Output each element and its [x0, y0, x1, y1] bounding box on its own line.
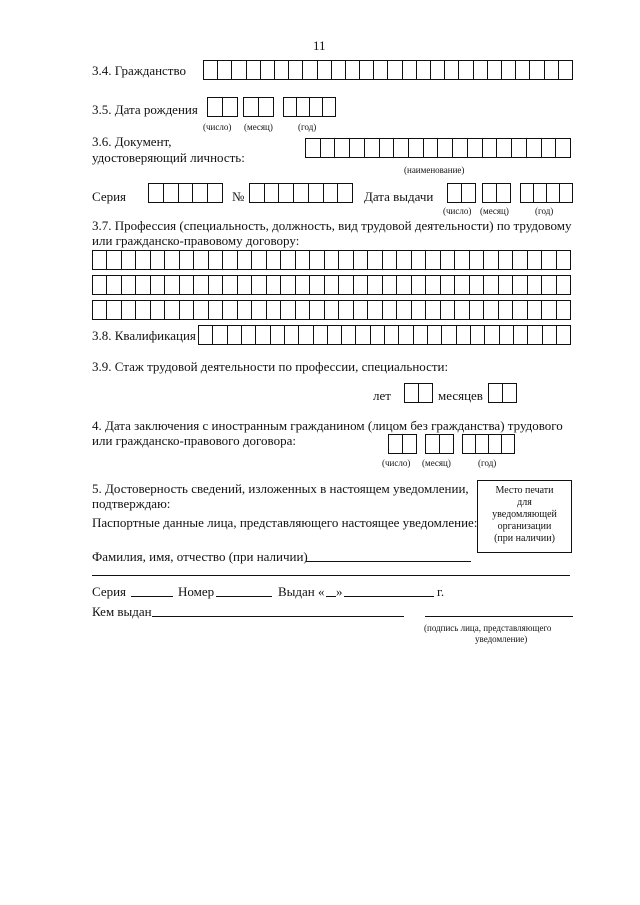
birth-day-caption: (число): [203, 122, 232, 132]
doc-issue-month-caption: (месяц): [480, 206, 509, 216]
profession-row-1[interactable]: [92, 250, 571, 270]
contract-year-caption: (год): [478, 458, 497, 468]
doc-number-field[interactable]: [249, 183, 353, 203]
doc-issue-day-field[interactable]: [447, 183, 476, 203]
contract-month-field[interactable]: [425, 434, 454, 454]
passport-number-line[interactable]: [216, 596, 272, 597]
passport-data-label: Паспортные данные лица, представляющего настоящее уведомление:: [92, 515, 478, 530]
contract-day-field[interactable]: [388, 434, 417, 454]
confirmation-label-1: 5. Достоверность сведений, изложенных в настоящем уведомлении,: [92, 481, 469, 496]
experience-months-field[interactable]: [488, 383, 517, 403]
passport-series-line[interactable]: [131, 596, 173, 597]
doc-series-field[interactable]: [148, 183, 223, 203]
birth-date-label: 3.5. Дата рождения: [92, 102, 198, 117]
experience-label: 3.9. Стаж трудовой деятельности по профессии, специальности:: [92, 359, 449, 374]
doc-issue-year-caption: (год): [535, 206, 554, 216]
profession-label-1: 3.7. Профессия (специальность, должность, вид трудовой деятельности) по трудовому: [92, 218, 572, 233]
signature-caption-2: уведомление): [475, 634, 528, 644]
passport-issued-month-line[interactable]: [344, 596, 434, 597]
citizenship-label: 3.4. Гражданство: [92, 63, 187, 78]
passport-issued-label: Выдан «: [278, 584, 325, 599]
profession-row-2[interactable]: [92, 275, 571, 295]
qualification-field[interactable]: [198, 325, 571, 345]
document-label-1: 3.6. Документ,: [92, 134, 172, 149]
signature-line[interactable]: [425, 616, 573, 617]
experience-months-label: месяцев: [438, 388, 483, 403]
passport-number-label: Номер: [178, 584, 215, 599]
profession-label-2: или гражданско-правовому договору:: [92, 233, 300, 248]
doc-issue-date-label: Дата выдачи: [364, 189, 434, 204]
document-name-caption: (наименование): [404, 165, 465, 175]
doc-series-label: Серия: [92, 189, 127, 204]
stamp-text-1: Место печати: [495, 485, 554, 496]
document-label-2: удостоверяющий личность:: [92, 150, 245, 165]
document-name-field[interactable]: [305, 138, 571, 158]
stamp-text-2: для: [517, 497, 532, 508]
doc-number-label: №: [232, 189, 245, 204]
experience-years-field[interactable]: [404, 383, 433, 403]
passport-issued-day-line[interactable]: [326, 596, 336, 597]
doc-issue-year-field[interactable]: [520, 183, 573, 203]
experience-years-label: лет: [373, 388, 391, 403]
contract-date-label-2: или гражданско-правового договора:: [92, 433, 296, 448]
doc-issue-day-caption: (число): [443, 206, 472, 216]
birth-year-field[interactable]: [283, 97, 336, 117]
birth-month-field[interactable]: [243, 97, 274, 117]
passport-series-label: Серия: [92, 584, 127, 599]
birth-day-field[interactable]: [207, 97, 238, 117]
profession-row-3[interactable]: [92, 300, 571, 320]
fio-label: Фамилия, имя, отчество (при наличии): [92, 549, 308, 564]
stamp-text-3: уведомляющей: [492, 509, 557, 520]
page-number: 11: [313, 38, 326, 53]
fio-line[interactable]: [306, 561, 471, 562]
contract-day-caption: (число): [382, 458, 411, 468]
contract-year-field[interactable]: [462, 434, 515, 454]
issued-by-line[interactable]: [152, 616, 404, 617]
separator-line: [92, 575, 570, 576]
signature-caption-1: (подпись лица, представляющего: [424, 623, 552, 633]
qualification-label: 3.8. Квалификация: [92, 328, 196, 343]
stamp-box: [477, 480, 572, 553]
birth-year-caption: (год): [298, 122, 317, 132]
doc-issue-month-field[interactable]: [482, 183, 511, 203]
stamp-text-5: (при наличии): [494, 533, 555, 544]
contract-month-caption: (месяц): [422, 458, 451, 468]
passport-year-suffix: г.: [437, 584, 445, 599]
citizenship-field[interactable]: [203, 60, 573, 80]
confirmation-label-2: подтверждаю:: [92, 496, 171, 511]
stamp-text-4: организации: [497, 521, 552, 532]
birth-month-caption: (месяц): [244, 122, 273, 132]
contract-date-label-1: 4. Дата заключения с иностранным гражданином (лицом без гражданства) трудового: [92, 418, 563, 433]
issued-by-label: Кем выдан: [92, 604, 152, 619]
passport-quote-close: »: [336, 584, 343, 599]
